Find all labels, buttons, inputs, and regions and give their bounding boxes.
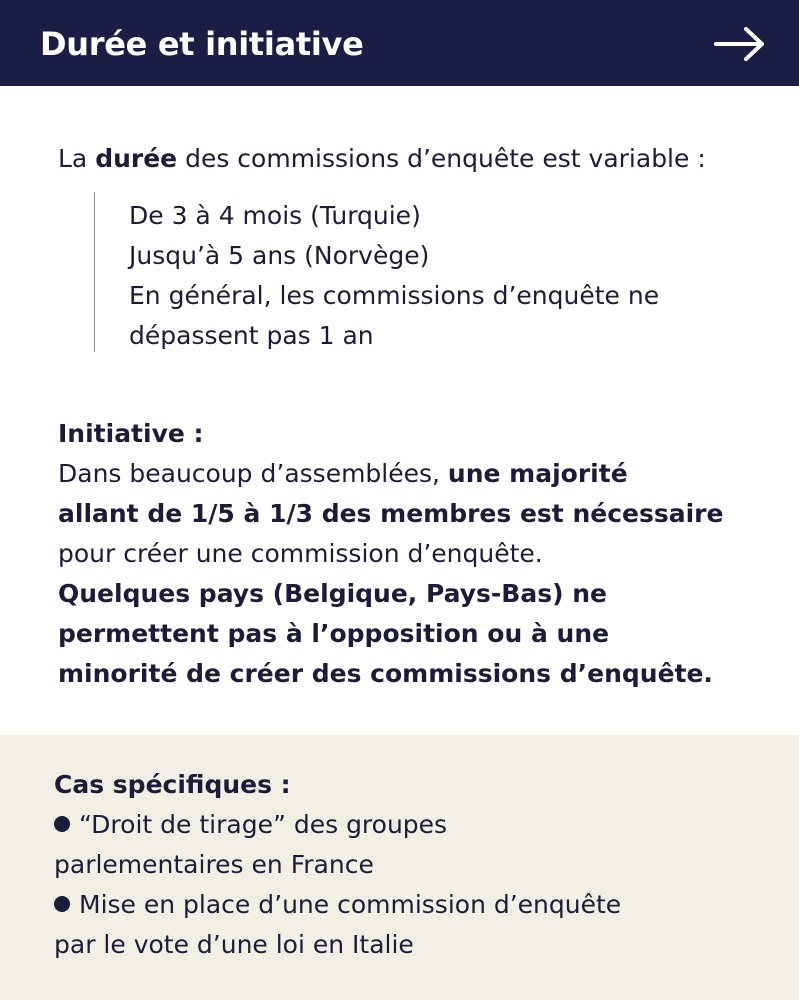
case-item bbox=[54, 805, 621, 845]
case-text-continued: parlementaires en France bbox=[54, 850, 374, 879]
initiative-emphasis-line: permettent pas à l’opposition ou à une bbox=[58, 619, 610, 648]
case-text-continued: par le vote d’une loi en Italie bbox=[54, 930, 414, 959]
specific-cases bbox=[54, 765, 621, 965]
initiative-section bbox=[58, 414, 723, 694]
duration-intro-start: La bbox=[58, 144, 96, 173]
bullet-icon bbox=[54, 896, 70, 912]
duration-item: En général, les commissions d’enquête ne bbox=[129, 281, 660, 310]
initiative-text: Dans beaucoup d’assemblées, bbox=[58, 459, 448, 488]
cases-heading: Cas spécifiques : bbox=[54, 770, 291, 799]
duration-item: dépassent pas 1 an bbox=[129, 321, 374, 350]
page-title: Durée et initiative bbox=[40, 25, 364, 63]
header-bar bbox=[0, 0, 799, 86]
initiative-text-line: pour créer une commission d’enquête. bbox=[58, 539, 543, 568]
duration-item: Jusqu’à 5 ans (Norvège) bbox=[129, 241, 430, 270]
duration-intro-end: des commissions d’enquête est variable : bbox=[177, 144, 706, 173]
bullet-icon bbox=[54, 816, 70, 832]
initiative-line bbox=[58, 454, 723, 494]
initiative-emphasis-line: allant de 1/5 à 1/3 des membres est nécessaire bbox=[58, 499, 724, 528]
duration-intro bbox=[58, 140, 706, 178]
initiative-emphasis-line: Quelques pays (Belgique, Pays-Bas) ne bbox=[58, 579, 607, 608]
duration-item: De 3 à 4 mois (Turquie) bbox=[129, 201, 421, 230]
duration-keyword: durée bbox=[95, 144, 178, 173]
arrow-right-icon[interactable] bbox=[714, 26, 766, 62]
case-text: “Droit de tirage” des groupes bbox=[79, 810, 448, 839]
case-item bbox=[54, 885, 621, 925]
specific-cases-panel bbox=[0, 735, 799, 1000]
duration-quote bbox=[94, 192, 735, 352]
case-text: Mise en place d’une commission d’enquête bbox=[79, 890, 622, 919]
duration-list bbox=[129, 196, 659, 356]
initiative-emphasis-line: minorité de créer des commissions d’enquête. bbox=[58, 659, 713, 688]
initiative-emphasis: une majorité bbox=[447, 459, 628, 488]
initiative-heading: Initiative : bbox=[58, 419, 204, 448]
